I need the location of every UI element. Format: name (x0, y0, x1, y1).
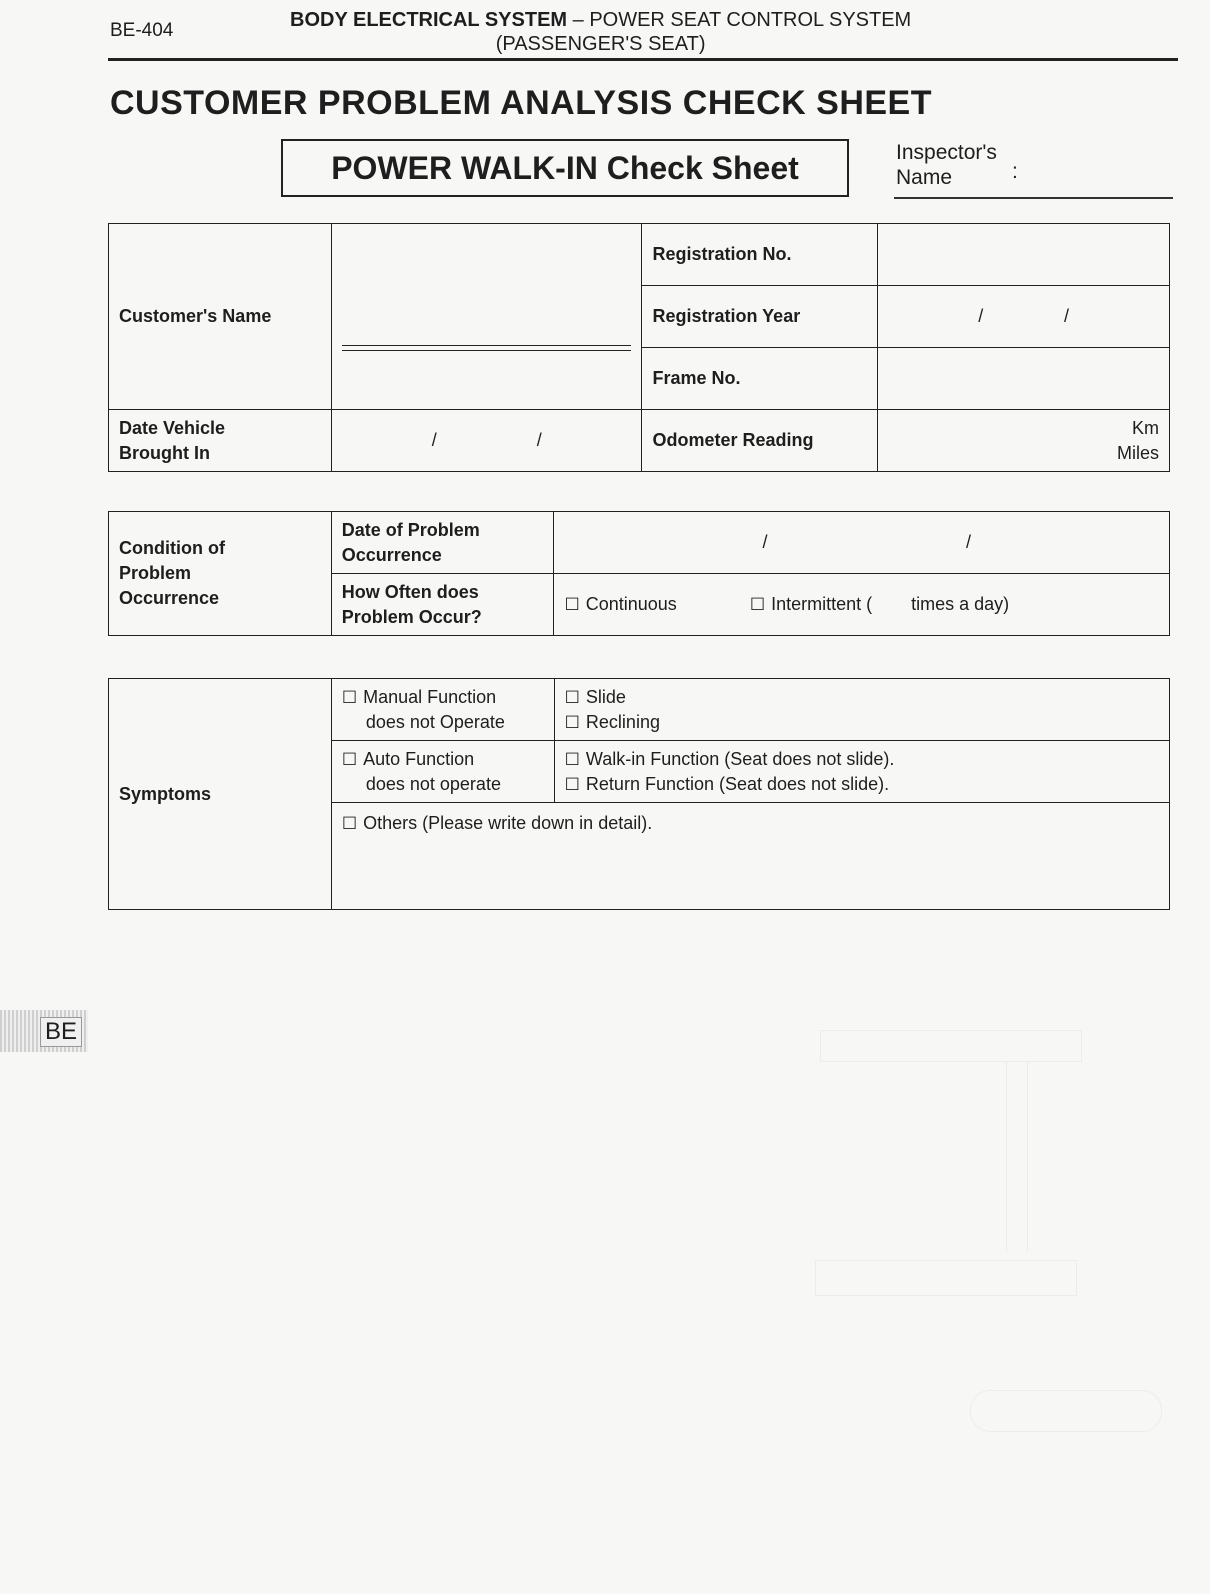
intermittent-label: Intermittent ( (771, 594, 873, 614)
registration-year-field[interactable] (878, 286, 1170, 348)
problem-date-field[interactable] (554, 512, 1170, 574)
frame-no-label: Frame No. (642, 348, 878, 410)
walk-in-checkbox[interactable] (565, 749, 895, 769)
registration-no-field[interactable] (878, 224, 1170, 286)
how-often-field (554, 574, 1170, 636)
section-header-bold: BODY ELECTRICAL SYSTEM (290, 9, 568, 31)
how-often-label (331, 574, 554, 636)
registration-year-sep-2: / (1063, 306, 1069, 326)
bleed-through-shape (970, 1390, 1162, 1432)
section-header-rest: – POWER SEAT CONTROL SYSTEM (567, 9, 912, 31)
customer-name-field[interactable] (331, 224, 642, 410)
odometer-field[interactable] (878, 410, 1170, 472)
manual-function-checkbox[interactable] (342, 687, 496, 707)
section-tab (0, 1010, 88, 1052)
auto-function-cell (331, 741, 554, 803)
continuous-label: Continuous (585, 594, 677, 614)
condition-label-2: Problem (119, 563, 192, 583)
return-checkbox[interactable] (565, 774, 889, 794)
frame-no-field[interactable] (878, 348, 1170, 410)
date-brought-in-label-1: Date Vehicle (119, 417, 226, 438)
section-header (290, 8, 911, 56)
symptoms-label: Symptoms (109, 679, 332, 910)
registration-year-label: Registration Year (642, 286, 878, 348)
manual-function-cell (331, 679, 554, 741)
date-brought-in-label-2: Brought In (119, 442, 210, 463)
problem-date-label-1: Date of Problem (341, 519, 480, 540)
others-cell (331, 803, 1169, 910)
return-label: Return Function (Seat does not slide). (585, 773, 890, 794)
auto-function-checkbox[interactable] (342, 749, 474, 769)
continuous-checkbox[interactable] (564, 594, 676, 614)
section-header-line2: (PASSENGER'S SEAT) (495, 33, 706, 55)
section-tab-label: BE (40, 1017, 82, 1047)
bleed-through-shape (815, 1260, 1077, 1296)
registration-year-sep-1: / (978, 306, 984, 326)
date-brought-in-sep-1: / (431, 430, 437, 450)
others-label: Others (Please write down in detail). (363, 813, 653, 833)
manual-function-line2: does not Operate (365, 711, 505, 732)
date-brought-in-label (109, 410, 332, 472)
customer-name-label: Customer's Name (109, 224, 332, 410)
header-rule (108, 58, 1178, 61)
how-often-label-2: Problem Occur? (341, 606, 482, 627)
odometer-unit-km: Km (1132, 417, 1159, 438)
condition-label (109, 512, 332, 636)
others-checkbox[interactable] (342, 813, 652, 833)
reclining-label: Reclining (585, 711, 660, 732)
date-brought-in-sep-2: / (536, 430, 542, 450)
odometer-unit-miles: Miles (1116, 442, 1159, 463)
reclining-checkbox[interactable] (565, 712, 660, 732)
manual-options-cell (554, 679, 1169, 741)
bleed-through-shape (820, 1030, 1082, 1062)
inspector-label-line1: Inspector's (896, 141, 997, 164)
inspector-label-line2: Name (896, 166, 953, 189)
condition-label-1: Condition of (119, 538, 225, 558)
problem-date-sep-1: / (762, 532, 768, 552)
slide-label: Slide (585, 686, 626, 707)
manual-function-line1: Manual Function (363, 686, 497, 707)
auto-function-line2: does not operate (365, 773, 501, 794)
condition-label-3: Occurrence (119, 588, 220, 608)
problem-date-label (331, 512, 554, 574)
condition-table (108, 511, 1170, 636)
date-brought-in-field[interactable] (331, 410, 642, 472)
auto-function-line1: Auto Function (363, 748, 475, 769)
problem-date-label-2: Occurrence (341, 544, 442, 565)
page-title: CUSTOMER PROBLEM ANALYSIS CHECK SHEET (110, 84, 932, 122)
symptoms-table (108, 678, 1170, 910)
intermittent-checkbox[interactable] (750, 594, 872, 614)
slide-checkbox[interactable] (565, 687, 626, 707)
odometer-label: Odometer Reading (642, 410, 878, 472)
customer-table (108, 223, 1170, 472)
walk-in-label: Walk-in Function (Seat does not slide). (585, 748, 895, 769)
sheet-name: POWER WALK-IN Check Sheet (331, 149, 799, 186)
inspector-name-label (896, 140, 997, 190)
sheet-name-box (281, 139, 849, 197)
inspector-name-field[interactable] (894, 197, 1173, 199)
bleed-through-shape (1006, 1062, 1028, 1252)
inspector-colon: : (1012, 160, 1018, 183)
problem-date-sep-2: / (965, 532, 971, 552)
registration-no-label: Registration No. (642, 224, 878, 286)
how-often-label-1: How Often does (341, 581, 479, 602)
auto-options-cell (554, 741, 1169, 803)
page-number: BE-404 (110, 20, 174, 41)
times-a-day-label: times a day) (911, 594, 1010, 614)
